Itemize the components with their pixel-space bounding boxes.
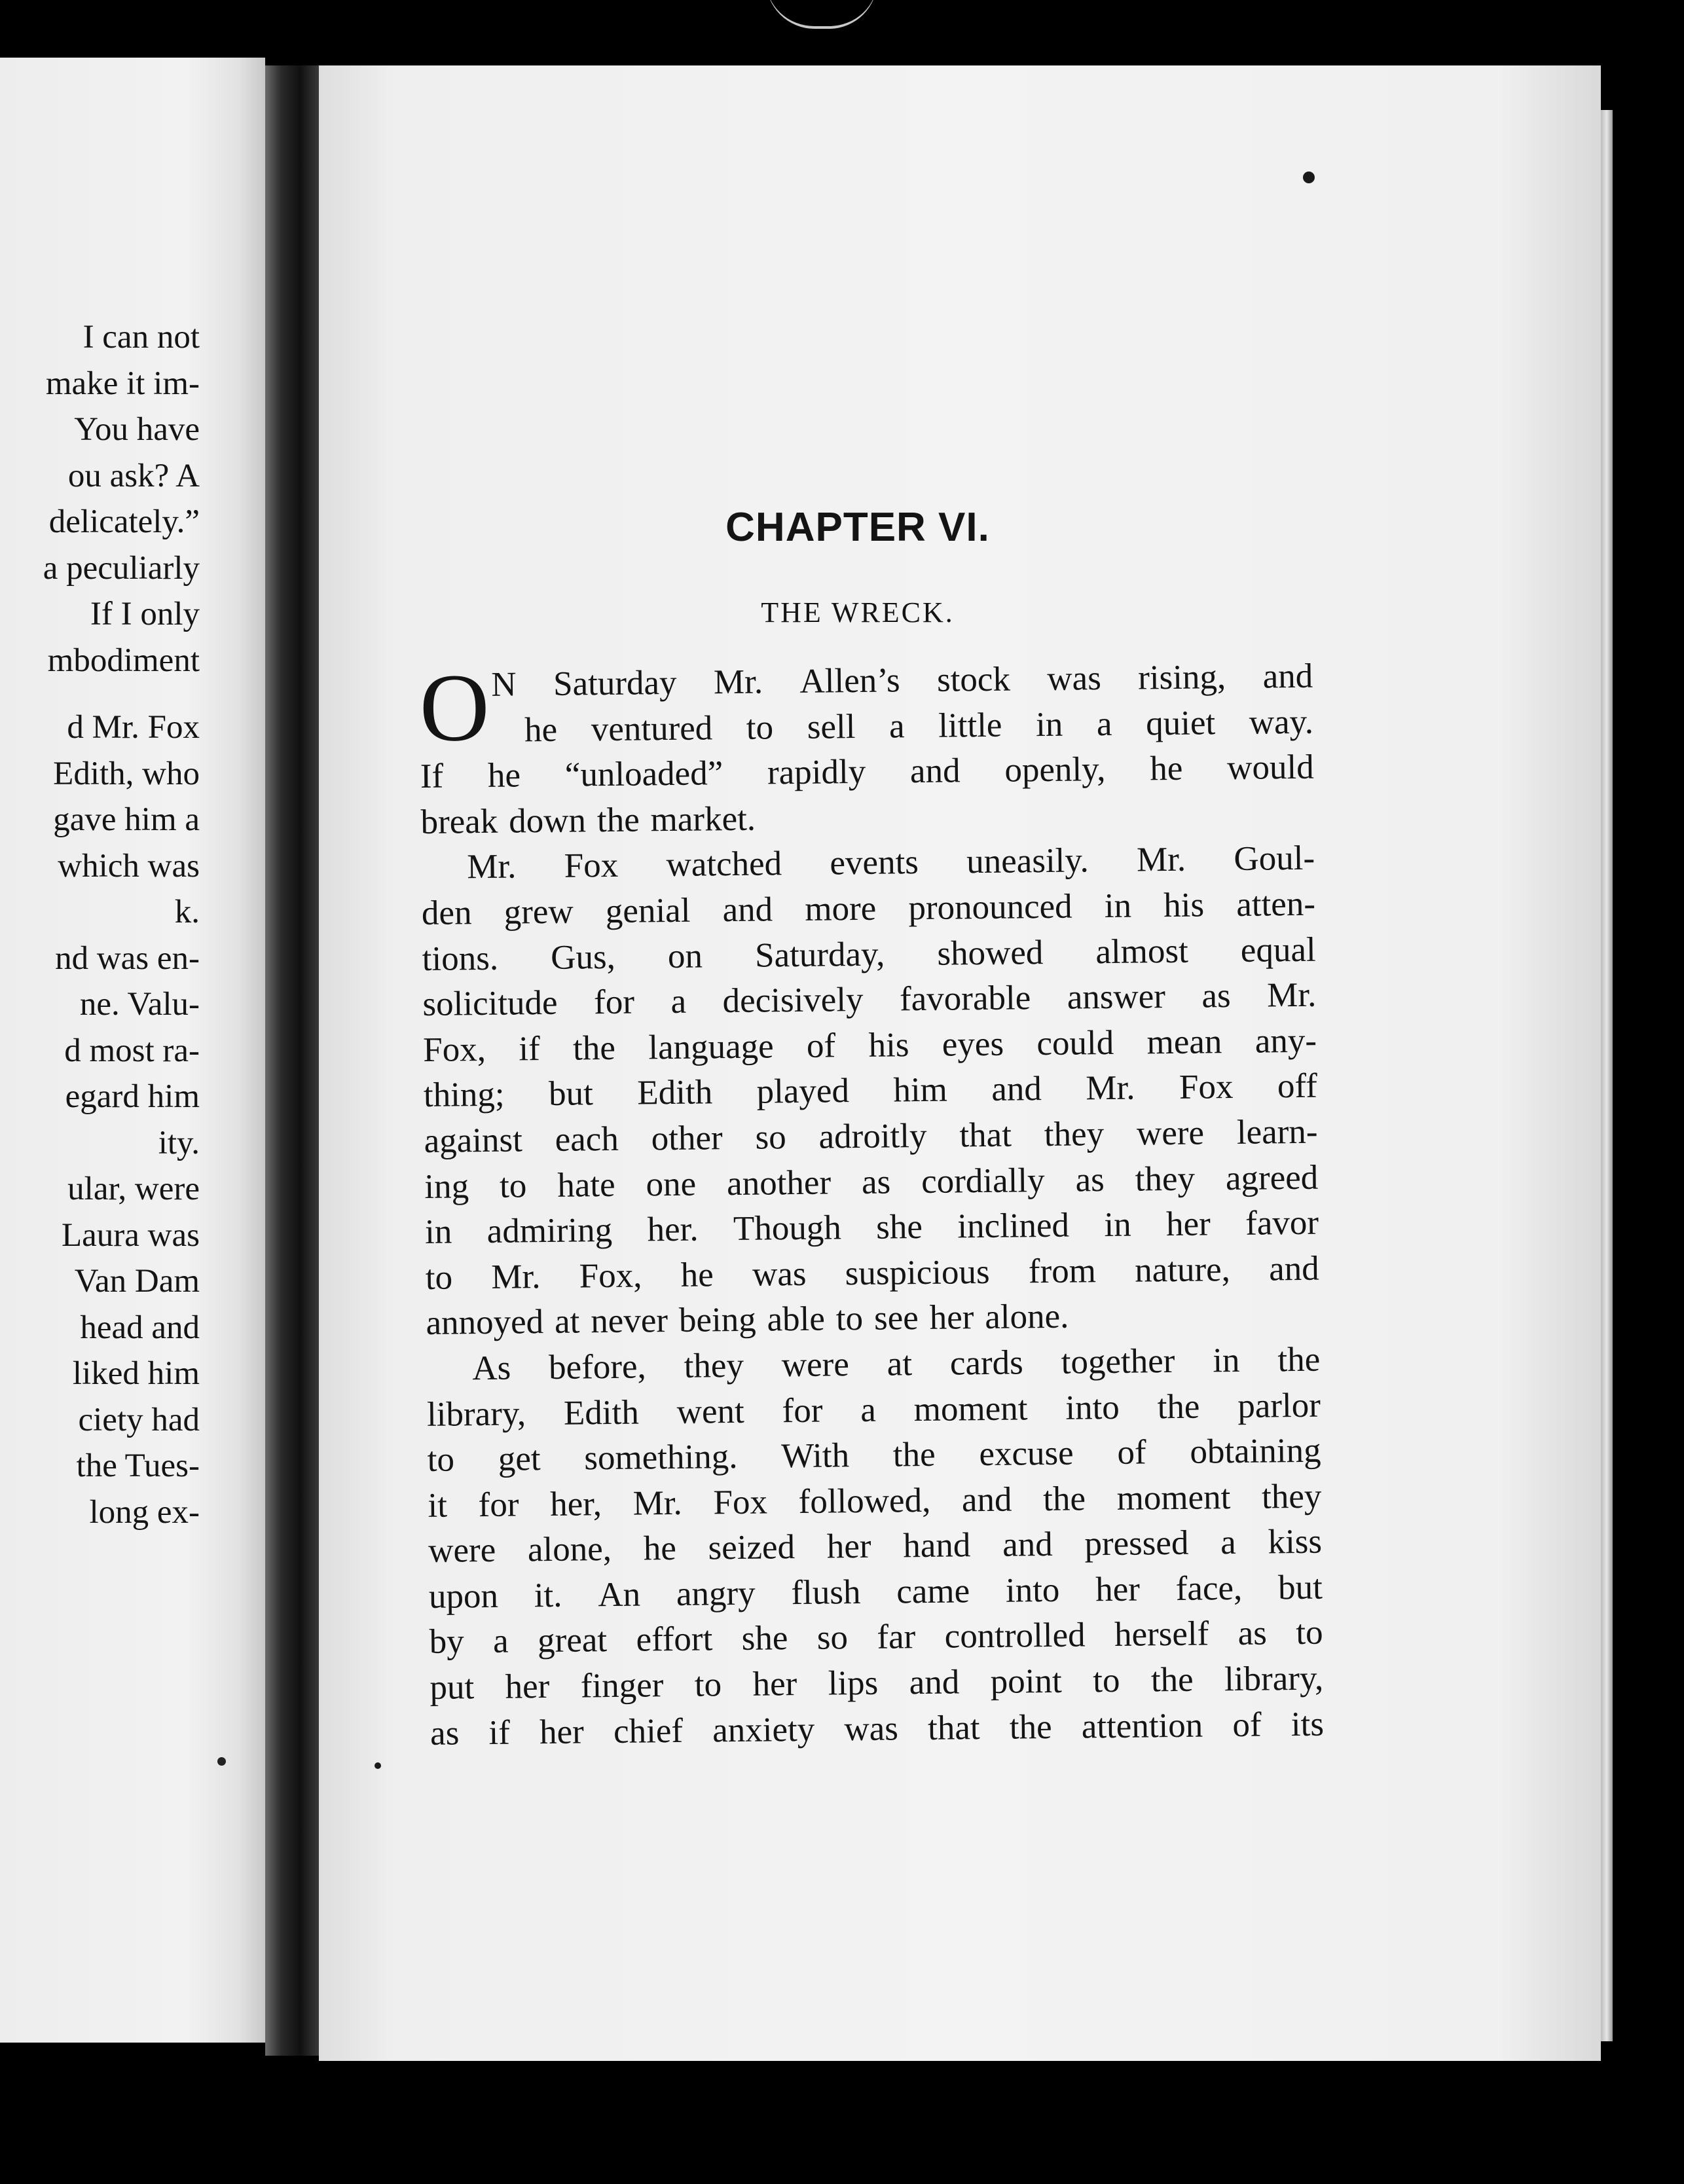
facing-page-text (0, 314, 200, 1535)
text-line: in admiring her. Though she inclined in her favor (424, 1203, 1319, 1252)
text-line: break down the market. (420, 799, 756, 841)
text-line: annoyed at never being able to see her alone. (426, 1297, 1069, 1343)
bottom-mark (375, 1762, 381, 1769)
facing-page-line: ne. Valu- (79, 986, 200, 1023)
facing-page-line: ou ask? A (67, 457, 200, 494)
text-line: he ventured to sell a little in a quiet way. (524, 702, 1314, 749)
text-line: were alone, he seized her hand and pressed a kiss (428, 1522, 1323, 1571)
facing-page-line: head and (80, 1309, 200, 1346)
corner-mark (1303, 172, 1315, 183)
text-line: den grew genial and more pronounced in his atten- (421, 884, 1316, 932)
facing-page-line: d most ra- (64, 1032, 200, 1069)
text-line: to Mr. Fox, he was suspicious from nature, and (425, 1249, 1319, 1297)
facing-page-line: gave him a (53, 801, 200, 838)
text-line: solicitude for a decisively favorable answer as Mr. (422, 975, 1317, 1024)
text-line: thing; but Edith played him and Mr. Fox off (423, 1067, 1318, 1115)
drop-cap: O (418, 653, 490, 762)
chapter-body (419, 654, 1324, 1756)
facing-page (0, 58, 265, 2043)
facing-page-line: ular, were (67, 1171, 200, 1207)
facing-page-line: ity. (158, 1124, 200, 1161)
facing-page-line: a peculiarly (43, 549, 200, 587)
book-gutter (265, 65, 319, 2056)
facing-page-line: You have (74, 411, 200, 448)
text-line: put her finger to her lips and point to the library, (430, 1659, 1324, 1707)
text-line: as if her chief anxiety was that the attention of its (430, 1705, 1325, 1753)
text-line: ing to hate one another as cordially as they agreed (424, 1158, 1319, 1206)
page-edge (1601, 110, 1613, 2041)
facing-page-line: mbodiment (47, 642, 200, 679)
facing-page-line: which was (58, 847, 200, 884)
facing-page-line: Van Dam (74, 1263, 200, 1300)
text-line: by a great effort she so far controlled herself as to (429, 1614, 1323, 1662)
facing-page-line: make it im- (45, 365, 200, 402)
text-line: As before, they were at cards together in the (471, 1340, 1321, 1388)
text-line: against each other so adroitly that they were learn- (424, 1112, 1318, 1160)
facing-page-line: nd was en- (55, 939, 200, 977)
text-line: N Saturday Mr. Allen’s stock was rising, and (491, 657, 1313, 704)
chapter-subtitle: THE WRECK. (761, 596, 955, 628)
text-line: library, Edith went for a moment into the parlor (426, 1386, 1321, 1434)
facing-page-line: d Mr. Fox (67, 709, 200, 746)
text-line: Mr. Fox watched events uneasily. Mr. Goul- (466, 839, 1315, 886)
facing-page-mark (217, 1757, 226, 1766)
facing-page-line: Edith, who (53, 755, 200, 792)
facing-page-line: Laura was (62, 1216, 200, 1254)
facing-page-line (0, 683, 200, 704)
text-line: Fox, if the language of his eyes could mean any- (422, 1021, 1317, 1069)
facing-page-line: I can not (82, 319, 200, 355)
chapter-title: CHAPTER VI. (725, 505, 990, 550)
facing-page-line: delicately.” (48, 503, 200, 540)
facing-page-line: ciety had (78, 1401, 200, 1438)
top-arc-mark (766, 0, 877, 29)
facing-page-line: long ex- (89, 1493, 200, 1531)
facing-page-line: k. (174, 894, 200, 930)
text-line: tions. Gus, on Saturday, showed almost equal (422, 930, 1316, 978)
text-line: it for her, Mr. Fox followed, and the moment they (428, 1477, 1322, 1525)
text-line: to get something. With the excuse of obtaining (427, 1431, 1321, 1480)
facing-page-line: egard him (65, 1078, 200, 1115)
facing-page-line: If I only (90, 596, 200, 632)
text-line: upon it. An angry flush came into her face, but (428, 1568, 1323, 1616)
facing-page-line: the Tues- (76, 1447, 200, 1484)
text-line: If he “unloaded” rapidly and openly, he would (420, 748, 1314, 796)
facing-page-line: liked him (72, 1355, 200, 1392)
